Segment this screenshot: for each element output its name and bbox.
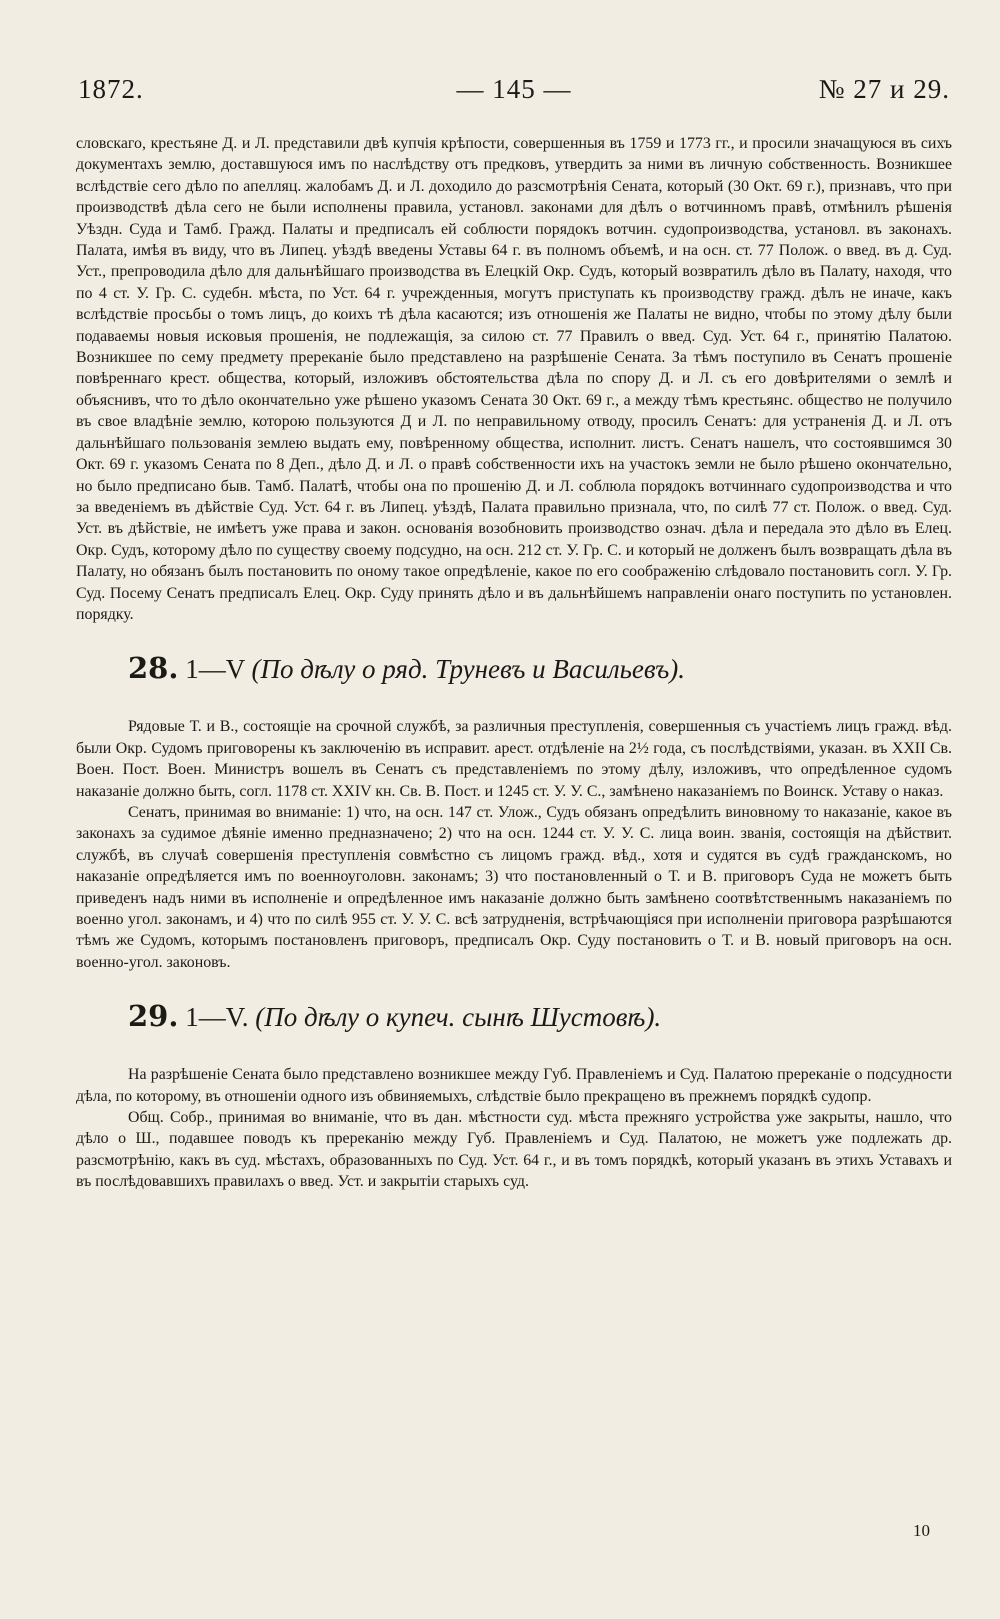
section-29-date: 1—V. (185, 1002, 249, 1033)
header-page-number: — 145 — (456, 74, 572, 104)
header-year: 1872. (78, 74, 144, 104)
section-29-title: (По дѣлу о купеч. сынѣ Шустовѣ). (255, 1002, 662, 1033)
section-29-paragraph: На разрѣшеніе Сената было представлено возникшее между Губ. Правленіемъ и Суд. Палатою пререканіе о подсудности дѣла, по которому, въ отношеніи одного изъ обвиняемыхъ, слѣдствіе было прекращено въ прежнемъ порядкѣ судопр. (76, 1066, 952, 1105)
section-28-date: 1—V (185, 654, 245, 685)
section-28-number: 28. (128, 651, 179, 686)
section-29-paragraph: Общ. Собр., принимая во вниманіе, что въ дан. мѣстности суд. мѣста прежняго устройства уже закрыты, нашло, что дѣло о Ш., подавшее поводъ къ пререканію между Губ. Правленіемъ и Суд. Палатою, не можетъ уже подлежать др. разсмотрѣнію, какъ въ суд. мѣстахъ, образованныхъ по Суд. Уст. 64 г., и въ томъ порядкѣ, который указанъ въ этихъ Уставахъ и въ послѣдовавшихъ правилахъ о введ. Уст. и закрытіи старыхъ суд. (76, 1109, 952, 1191)
section-28-heading (128, 651, 952, 686)
section-28-paragraph: Сенатъ, принимая во вниманіе: 1) что, на осн. 147 ст. Улож., Судъ обязанъ опредѣлить виновному то наказаніе, какое въ законахъ за судимое дѣяніе именно предназначено; 2) что на осн. 1244 ст. У. У. С. лица воин. званія, состоящія на дѣйствит. службѣ, въ случаѣ совершенія преступленія совмѣстно съ лицомъ гражд. вѣд., хотя и судятся въ судѣ гражданскомъ, но наказаніе опредѣляется имъ по военноуголовн. законамъ; 3) что постановленный о Т. и В. приговоръ Суда не можетъ быть приведенъ надъ ними въ исполненіе и опредѣленное имъ наказаніе должно быть замѣнено соотвѣтственнымъ наказаніемъ по военно угол. законамъ, и 4) что по силѣ 955 ст. У. У. С. всѣ затрудненія, встрѣчающіяся при исполненіи приговора разрѣшаются тѣмъ же Судомъ, которымъ постановленъ приговоръ, предписалъ Окр. Суду постановить о Т. и В. новый приговоръ на осн. военно-угол. законовъ. (76, 803, 952, 971)
continued-paragraph: словскаго, крестьяне Д. и Л. представили двѣ купчія крѣпости, совершенныя въ 1759 и 1773 гг., и просили значащуюся въ сихъ документахъ землю, доставшуюся имъ по наслѣдству отъ предковъ, утвердить за ними въ личную собственность. Возникшее вслѣдствіе сего дѣло по апелляц. жалобамъ Д. и Л. доходило до разсмотрѣнія Сената, который (30 Окт. 69 г.), признавъ, что при производствѣ дѣла сего не были исполнены правила, установл. законами для дѣлъ о вотчинномъ правѣ, отмѣнилъ рѣшенія Уѣздн. Суда и Тамб. Гражд. Палаты и предписалъ ей соблюсти порядокъ вотчин. судопроизводства, установл. въ законахъ. Палата, имѣя въ виду, что въ Липец. уѣздѣ введены Уставы 64 г. въ полномъ объемѣ, и на осн. ст. 77 Полож. о введ. въ д. Суд. Уст., препроводила дѣло для дальнѣйшаго производства въ Елецкій Окр. Судъ, который возвратилъ дѣло въ Палату, находя, что по 4 ст. У. Гр. С. судебн. мѣста, по Уст. 64 г. учрежденныя, могутъ приступать къ производству гражд. дѣлъ не иначе, какъ вслѣдствіе просьбы о томъ лицъ, до коихъ тѣ дѣла касаются; изъ отношенія же Палаты не видно, чтобы по этому дѣлу были подаваемы новыя исковыя прошенія, не подлежащія, за силою ст. 77 Правилъ о введ. Суд. Уст. 64 г., принятію Палатою. Возникшее по сему предмету пререканіе было представлено на разрѣшеніе Сената. За тѣмъ поступило въ Сенатъ прошеніе повѣреннаго крест. общества, который, изложивъ обстоятельства дѣла по спору Д. и Л. съ его довѣрителями о землѣ и объяснивъ, что то дѣло окончательно уже рѣшено указомъ Сената 30 Окт. 69 г., а между тѣмъ крестьянс. общество не получило въ свое владѣніе землю, которою пользуются Д и Л. по неправильному отводу, просилъ Сенатъ: для устраненія Д. и Л. отъ дальнѣйшаго пользованія землею выдать ему, повѣренному общества, исполнит. листъ. Сенатъ нашелъ, что состоявшимся 30 Окт. 69 г. указомъ Сената по 8 Деп., дѣло Д. и Л. о правѣ собственности ихъ на участокъ земли не было рѣшено окончательно, но было предписано быв. Тамб. Палатѣ, чтобы она по прошенію Д. и Л. соблюла порядокъ вотчиннаго судопроизводства и что за введеніемъ въ дѣйствіе Суд. Уст. 64 г. въ Липец. уѣздѣ, Палата правильно признала, что, по силѣ 77 ст. Полож. о введ. Суд. Уст. въ дѣйствіе, не имѣетъ уже права и закон. основанія возобновить производство означ. дѣла и передала это дѣло въ Елец. Окр. Судъ, которому дѣло по существу своему подсудно, на осн. 212 ст. У. Гр. С. и который не долженъ былъ возвращать дѣла въ Палату, но обязанъ былъ постановить по оному такое опредѣленіе, какое по его соображенію слѣдовало постановить согл. У. Гр. Суд. Посему Сенатъ предписалъ Елец. Окр. Суду принять дѣло и въ дальнѣйшемъ направленіи онаго поступить по установлен. порядку. (76, 135, 952, 623)
section-29-number: 29. (128, 999, 179, 1034)
signature-mark: 10 (913, 1521, 930, 1540)
section-28-paragraph: Рядовые Т. и В., состоящіе на срочной службѣ, за различныя преступленія, совершенныя съ участіемъ лицъ гражд. вѣд. были Окр. Судомъ приговорены къ заключенію въ исправит. арест. отдѣленіе на 2½ года, съ послѣдствіями, указан. въ XXII Св. Воен. Пост. Воен. Министръ вошелъ въ Сенатъ съ представленіемъ по этому дѣлу, изложивъ, что опредѣленное судомъ наказаніе должно быть, согл. 1178 ст. XXIV кн. Св. В. Пост. и 1245 ст. У. У. С., замѣнено наказаніемъ по Воинск. Уставу о наказ. (76, 718, 952, 800)
running-header (78, 74, 950, 114)
header-case-numbers: № 27 и 29. (818, 74, 950, 104)
page-body (76, 133, 952, 1193)
section-28-title: (По дѣлу о ряд. Труневъ и Васильевъ). (251, 654, 685, 685)
section-29-heading (128, 999, 952, 1034)
